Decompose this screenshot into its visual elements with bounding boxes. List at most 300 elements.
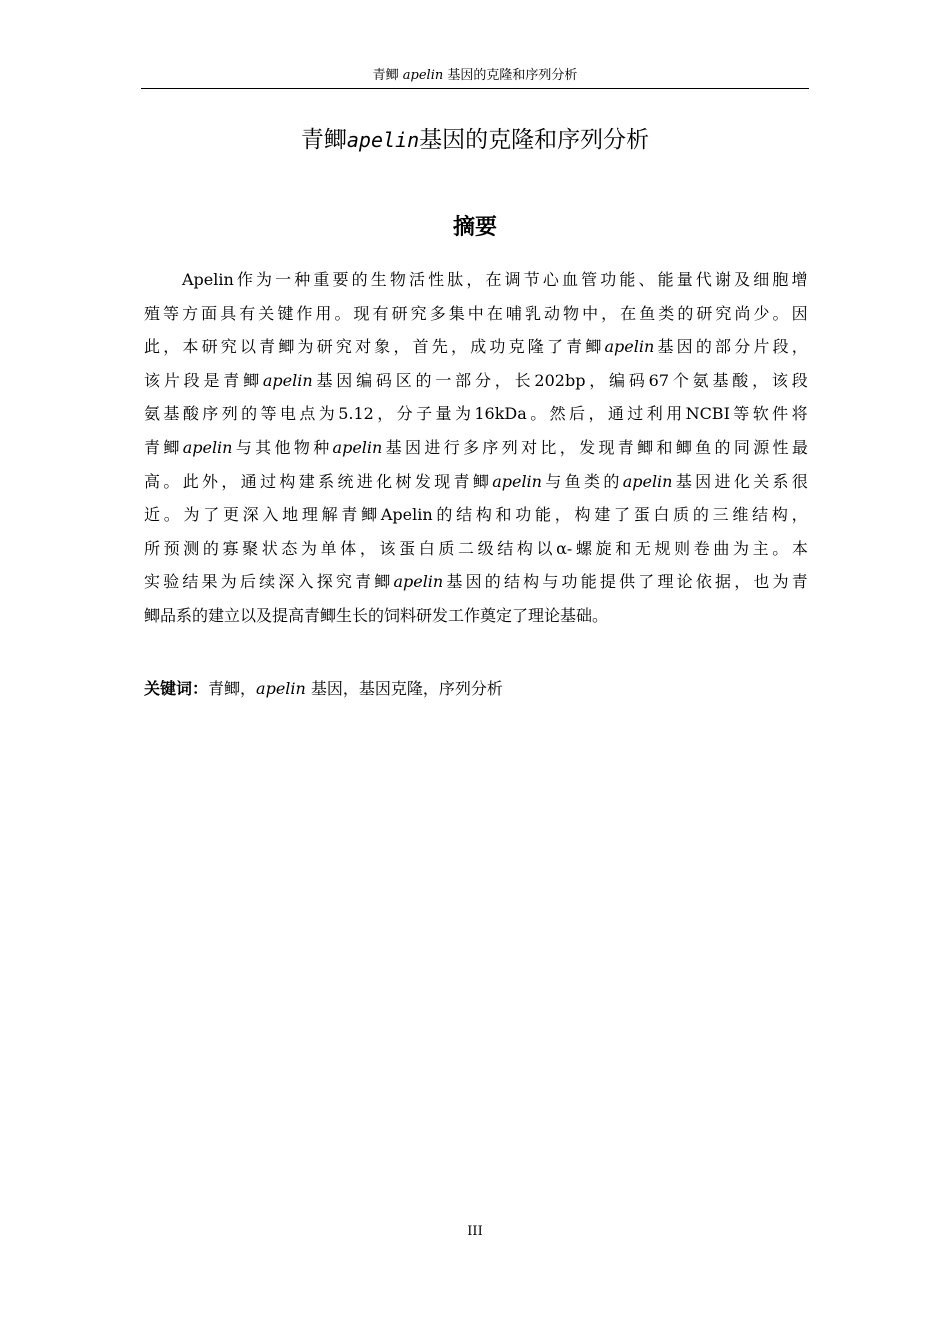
abstract-glyph: 进	[356, 471, 373, 491]
abstract-glyph: 验	[163, 572, 180, 592]
abstract-glyph: 关	[258, 303, 275, 323]
abstract-glyph: 关	[753, 471, 770, 491]
abstract-glyph: 用	[315, 303, 332, 323]
abstract-glyph: 鲫	[361, 505, 378, 525]
abstract-glyph: 。	[334, 303, 351, 323]
abstract-glyph: 段	[791, 370, 808, 390]
abstract-glyph: 子	[416, 404, 433, 424]
abstract-glyph: 青	[223, 370, 240, 390]
abstract-glyph: 5.12	[338, 404, 374, 424]
gene-name: apelin	[604, 337, 655, 357]
abstract-glyph: 量	[435, 404, 452, 424]
abstract-glyph: 果	[201, 572, 218, 592]
gene-name: apelin	[622, 471, 673, 491]
abstract-glyph: 预	[163, 538, 180, 558]
abstract-glyph: 进	[714, 471, 731, 491]
abstract-glyph: 据	[715, 572, 732, 592]
abstract-glyph: 物	[563, 303, 580, 323]
abstract-glyph: 及	[734, 270, 751, 289]
abstract-glyph: 202bp	[534, 370, 586, 390]
abstract-glyph: 究	[335, 337, 352, 357]
abstract-glyph: 测	[183, 538, 200, 558]
abstract-glyph: 入	[262, 505, 279, 525]
abstract-glyph: 深	[242, 505, 259, 525]
page-number: III	[467, 1224, 483, 1239]
abstract-glyph: ，	[589, 370, 606, 390]
abstract-glyph: 了	[638, 572, 655, 592]
abstract-glyph: 集	[448, 303, 465, 323]
abstract-glyph: 蛋	[633, 505, 650, 525]
abstract-glyph: 构	[279, 471, 296, 491]
abstract-glyph: 系	[772, 471, 789, 491]
abstract-glyph: 等	[163, 303, 180, 323]
abstract-line	[144, 499, 808, 531]
abstract-line	[144, 566, 808, 598]
abstract-glyph: Apelin	[380, 505, 433, 525]
abstract-glyph: 的	[677, 303, 694, 323]
abstract-glyph: ，	[494, 370, 511, 390]
abstract-glyph: 构	[574, 505, 591, 525]
abstract-glyph: 青	[566, 337, 583, 357]
abstract-glyph: 与	[235, 437, 252, 457]
abstract-glyph: 究	[335, 572, 352, 592]
abstract-glyph: 细	[753, 270, 770, 289]
abstract-glyph: 实	[144, 572, 161, 592]
abstract-glyph: 鲫	[163, 437, 180, 457]
abstract-glyph: 解	[321, 505, 338, 525]
abstract-glyph: 种	[294, 270, 311, 289]
abstract-glyph: 67	[648, 370, 670, 390]
abstract-glyph: 规	[654, 538, 671, 558]
abstract-glyph: 电	[279, 404, 296, 424]
keywords-text-before: 青鲫，	[208, 679, 257, 698]
abstract-glyph: 发	[414, 471, 431, 491]
abstract-glyph: ，	[752, 370, 769, 390]
abstract-glyph: 因	[676, 337, 693, 357]
abstract-glyph: 生	[370, 270, 387, 289]
abstract-glyph: 卷	[693, 538, 710, 558]
abstract-glyph: 二	[458, 538, 475, 558]
abstract-glyph: 供	[619, 572, 636, 592]
abstract-glyph: 物	[389, 270, 406, 289]
abstract-glyph: 同	[733, 437, 750, 457]
abstract-glyph: 青	[791, 572, 808, 592]
abstract-glyph: 和	[656, 437, 673, 457]
abstract-glyph: 因	[336, 370, 353, 390]
abstract-glyph: 研	[696, 303, 713, 323]
abstract-glyph: 类	[658, 303, 675, 323]
abstract-glyph: 为	[297, 337, 314, 357]
title-prefix: 青鲫	[300, 127, 347, 153]
abstract-glyph: 基	[316, 370, 333, 390]
abstract-glyph: 三	[712, 505, 729, 525]
running-header-prefix: 青鲫	[372, 68, 403, 83]
abstract-line	[144, 264, 808, 296]
abstract-glyph: ，	[359, 538, 376, 558]
abstract-glyph: 用	[666, 404, 683, 424]
abstract-line	[144, 365, 808, 397]
abstract-glyph: 序	[202, 404, 219, 424]
abstract-glyph: 青	[617, 437, 634, 457]
abstract-glyph: 为	[301, 538, 318, 558]
abstract-glyph: 的	[351, 270, 368, 289]
abstract-glyph: 后	[569, 404, 586, 424]
abstract-glyph: 为	[732, 538, 749, 558]
abstract-glyph: 基	[163, 404, 180, 424]
abstract-glyph: 列	[221, 404, 238, 424]
abstract-glyph: 编	[609, 370, 626, 390]
abstract-glyph: 量	[676, 270, 693, 289]
abstract-glyph: 列	[501, 437, 518, 457]
abstract-glyph: 鲫	[374, 572, 391, 592]
abstract-glyph: 统	[337, 471, 354, 491]
abstract-glyph: 过	[260, 471, 277, 491]
abstract-glyph: 建	[298, 471, 315, 491]
abstract-glyph: 现	[598, 437, 615, 457]
abstract-glyph: ，	[791, 505, 808, 525]
abstract-glyph: ，	[601, 303, 618, 323]
abstract-glyph: 类	[584, 471, 601, 491]
abstract-glyph: 能	[657, 270, 674, 289]
abstract-glyph: ，	[451, 337, 468, 357]
abstract-glyph: 。	[772, 303, 789, 323]
abstract-glyph: 结	[182, 572, 199, 592]
abstract-glyph: 进	[424, 437, 441, 457]
abstract-glyph: 点	[299, 404, 316, 424]
abstract-glyph: 在	[620, 303, 637, 323]
gene-name: apelin	[182, 437, 233, 457]
abstract-line	[144, 466, 808, 498]
abstract-glyph: 该	[379, 538, 396, 558]
abstract-glyph: 树	[395, 471, 412, 491]
abstract-glyph: 依	[695, 572, 712, 592]
abstract-glyph: 鱼	[639, 303, 656, 323]
abstract-glyph: 调	[504, 270, 521, 289]
abstract-glyph: 动	[543, 303, 560, 323]
abstract-glyph: 16kDa	[474, 404, 527, 424]
abstract-glyph: 结	[752, 505, 769, 525]
abstract-glyph: 通	[607, 404, 624, 424]
abstract-glyph: 为	[256, 270, 273, 289]
abstract-glyph: 此	[182, 471, 199, 491]
abstract-glyph: 酸	[732, 370, 749, 390]
abstract-glyph: 其	[255, 437, 272, 457]
abstract-glyph: 胞	[772, 270, 789, 289]
abstract-glyph: 的	[692, 505, 709, 525]
abstract-glyph: ，	[559, 437, 576, 457]
abstract-glyph: 曲	[713, 538, 730, 558]
abstract-glyph: 码	[375, 370, 392, 390]
abstract-glyph: 后	[239, 572, 256, 592]
abstract-glyph: 。	[772, 538, 789, 558]
abstract-glyph: 鲫	[585, 337, 602, 357]
abstract-glyph: 有	[239, 303, 256, 323]
abstract-glyph: ，	[221, 471, 238, 491]
gene-name: apelin	[332, 437, 383, 457]
abstract-glyph: 为	[318, 404, 335, 424]
abstract-glyph: 研	[201, 337, 218, 357]
abstract-glyph: 发	[579, 437, 596, 457]
abstract-glyph: 理	[657, 572, 674, 592]
abstract-glyph: 和	[615, 538, 632, 558]
abstract-glyph: ，	[393, 337, 410, 357]
abstract-glyph: 了	[203, 505, 220, 525]
running-header-gene: apelin	[402, 68, 444, 83]
abstract-glyph: 能	[619, 270, 636, 289]
abstract-glyph: 提	[599, 572, 616, 592]
abstract-glyph: 究	[715, 303, 732, 323]
abstract-glyph: 的	[714, 437, 731, 457]
abstract-glyph: 基	[446, 572, 463, 592]
abstract-glyph: 化	[733, 471, 750, 491]
abstract-glyph: 维	[732, 505, 749, 525]
abstract-glyph: 种	[313, 437, 330, 457]
abstract-glyph: 质	[673, 505, 690, 525]
abstract-body	[144, 264, 808, 634]
abstract-glyph: 具	[220, 303, 237, 323]
abstract-glyph: 多	[463, 437, 480, 457]
abstract-glyph: 码	[628, 370, 645, 390]
abstract-glyph: 鲫	[472, 471, 489, 491]
abstract-glyph: 更	[222, 505, 239, 525]
abstract-glyph: 的	[436, 505, 453, 525]
abstract-glyph: 以	[536, 538, 553, 558]
abstract-glyph: 将	[791, 404, 808, 424]
abstract-glyph: 构	[523, 572, 540, 592]
abstract-glyph: 血	[562, 270, 579, 289]
abstract-glyph: 功	[600, 270, 617, 289]
abstract-glyph: 键	[277, 303, 294, 323]
abstract-glyph: 旋	[595, 538, 612, 558]
abstract-glyph: 活	[409, 270, 426, 289]
abstract-glyph: 基	[657, 337, 674, 357]
abstract-glyph: 究	[220, 337, 237, 357]
abstract-glyph: 代	[695, 270, 712, 289]
abstract-glyph: 本	[791, 538, 808, 558]
abstract-glyph: 研	[391, 303, 408, 323]
abstract-glyph: 节	[523, 270, 540, 289]
abstract-glyph: 构	[516, 538, 533, 558]
keywords	[144, 673, 808, 705]
abstract-glyph: 要	[332, 270, 349, 289]
abstract-glyph: 哺	[505, 303, 522, 323]
abstract-glyph: 青	[144, 437, 161, 457]
abstract-glyph: 因	[695, 471, 712, 491]
abstract-glyph: 究	[410, 303, 427, 323]
abstract-glyph: 此	[144, 337, 161, 357]
abstract-glyph: 一	[275, 270, 292, 289]
abstract-glyph: 面	[201, 303, 218, 323]
abstract-glyph: 为	[772, 572, 789, 592]
abstract-heading: 摘要	[452, 215, 497, 240]
abstract-glyph: 鱼	[564, 471, 581, 491]
abstract-glyph: 软	[752, 404, 769, 424]
abstract-glyph: 。	[530, 404, 547, 424]
abstract-glyph: 在	[485, 270, 502, 289]
abstract-glyph: 多	[429, 303, 446, 323]
abstract-glyph: 因	[465, 572, 482, 592]
abstract-glyph: 管	[581, 270, 598, 289]
abstract-glyph: 结	[456, 505, 473, 525]
abstract-glyph: 质	[438, 538, 455, 558]
abstract-glyph: 片	[753, 337, 770, 357]
abstract-glyph: 肽	[447, 270, 464, 289]
abstract-glyph: ，	[466, 270, 483, 289]
gene-name: apelin	[492, 471, 542, 491]
abstract-glyph: 鱼	[695, 437, 712, 457]
abstract-glyph: 该	[144, 370, 161, 390]
abstract-glyph: 外	[202, 471, 219, 491]
abstract-glyph: 所	[144, 538, 161, 558]
abstract-glyph: 的	[484, 572, 501, 592]
gene-name: apelin	[262, 370, 313, 390]
abstract-glyph: 通	[240, 471, 257, 491]
abstract-glyph: 主	[752, 538, 769, 558]
abstract-glyph: 青	[453, 471, 470, 491]
abstract-glyph: 态	[281, 538, 298, 558]
abstract-glyph: 分	[734, 337, 751, 357]
abstract-glyph: 利	[646, 404, 663, 424]
abstract-glyph: 等	[260, 404, 277, 424]
abstract-glyph: 很	[791, 471, 808, 491]
abstract-glyph: 酸	[182, 404, 199, 424]
abstract-glyph: 分	[396, 404, 413, 424]
abstract-glyph: ，	[588, 404, 605, 424]
abstract-glyph: 因	[405, 437, 422, 457]
abstract-line	[144, 432, 808, 464]
abstract-glyph: 白	[653, 505, 670, 525]
abstract-glyph: 氨	[692, 370, 709, 390]
abstract-glyph: 研	[316, 337, 333, 357]
abstract-glyph: 鲫	[637, 437, 654, 457]
title-suffix: 基因的克隆和序列分析	[419, 127, 650, 153]
abstract-glyph: ，	[791, 337, 808, 357]
abstract-glyph: 一	[435, 370, 452, 390]
abstract-glyph: 谢	[715, 270, 732, 289]
abstract-glyph: 编	[356, 370, 373, 390]
abstract-glyph: 为	[454, 404, 471, 424]
abstract-glyph: 的	[603, 471, 620, 491]
abstract-glyph: 功	[561, 572, 578, 592]
abstract-glyph: 、	[638, 270, 655, 289]
abstract-glyph: 首	[412, 337, 429, 357]
abstract-glyph: 近	[144, 505, 161, 525]
abstract-glyph: 鲫	[243, 370, 260, 390]
abstract-glyph: 克	[508, 337, 525, 357]
abstract-glyph: 然	[549, 404, 566, 424]
abstract-glyph: 有	[372, 303, 389, 323]
abstract-glyph: 部	[455, 370, 472, 390]
abstract-glyph: 现	[353, 303, 370, 323]
abstract-glyph: 则	[674, 538, 691, 558]
abstract-glyph: 青	[341, 505, 358, 525]
abstract-glyph: 性	[772, 437, 789, 457]
abstract-glyph: 成	[470, 337, 487, 357]
abstract-glyph: 过	[627, 404, 644, 424]
abstract-glyph: 与	[542, 572, 559, 592]
abstract-glyph: 的	[695, 337, 712, 357]
abstract-glyph: 结	[497, 538, 514, 558]
abstract-glyph: 蛋	[399, 538, 416, 558]
abstract-glyph: 与	[545, 471, 562, 491]
abstract-glyph: ，	[554, 505, 571, 525]
abstract-glyph: ，	[734, 572, 751, 592]
abstract-glyph: 隆	[527, 337, 544, 357]
abstract-glyph: 的	[241, 404, 258, 424]
abstract-glyph: 深	[278, 572, 295, 592]
abstract-glyph: 能	[580, 572, 597, 592]
abstract-glyph: 作	[296, 303, 313, 323]
abstract-glyph: ，	[377, 404, 394, 424]
abstract-glyph: 聚	[242, 538, 259, 558]
paper-title	[141, 124, 809, 156]
abstract-glyph: 作	[236, 270, 253, 289]
abstract-glyph: 功	[489, 337, 506, 357]
abstract-glyph: 建	[594, 505, 611, 525]
abstract-glyph: 尚	[734, 303, 751, 323]
abstract-glyph: Apelin	[182, 270, 234, 289]
title-gene: apelin	[346, 128, 420, 152]
abstract-glyph: 。	[163, 471, 180, 491]
abstract-glyph: 增	[791, 270, 808, 289]
abstract-glyph: 对	[355, 337, 372, 357]
abstract-glyph: 因	[791, 303, 808, 323]
abstract-glyph: 体	[340, 538, 357, 558]
abstract-glyph: 理	[301, 505, 318, 525]
abstract-glyph: 对	[521, 437, 538, 457]
keywords-gene: apelin	[256, 679, 306, 698]
abstract-glyph: ，	[163, 337, 180, 357]
abstract-glyph: 级	[477, 538, 494, 558]
abstract-glyph: 构	[771, 505, 788, 525]
abstract-glyph: 化	[376, 471, 393, 491]
abstract-glyph: 探	[316, 572, 333, 592]
gene-name: apelin	[393, 572, 444, 592]
abstract-line	[144, 533, 808, 565]
keywords-label: 关键词：	[144, 679, 209, 698]
abstract-glyph: 他	[274, 437, 291, 457]
abstract-glyph: 也	[753, 572, 770, 592]
abstract-glyph: 基	[675, 471, 692, 491]
abstract-glyph: 件	[772, 404, 789, 424]
abstract-line	[144, 298, 808, 330]
abstract-glyph: 序	[482, 437, 499, 457]
abstract-glyph: 段	[772, 337, 789, 357]
abstract-glyph: 最	[791, 437, 808, 457]
abstract-glyph: 心	[542, 270, 559, 289]
abstract-glyph: 乳	[524, 303, 541, 323]
abstract-glyph: 方	[182, 303, 199, 323]
abstract-glyph: 无	[634, 538, 651, 558]
abstract-glyph: 基	[712, 370, 729, 390]
abstract-glyph: 区	[395, 370, 412, 390]
abstract-glyph: 该	[771, 370, 788, 390]
abstract-glyph: 重	[313, 270, 330, 289]
abstract-glyph: 为	[220, 572, 237, 592]
abstract-glyph: 源	[753, 437, 770, 457]
abstract-glyph: 状	[261, 538, 278, 558]
abstract-glyph: 行	[443, 437, 460, 457]
abstract-glyph: 螺	[575, 538, 592, 558]
abstract-glyph: 性	[428, 270, 445, 289]
abstract-glyph: 中	[467, 303, 484, 323]
abstract-glyph: 能	[535, 505, 552, 525]
abstract-glyph: 殖	[144, 303, 161, 323]
abstract-line	[144, 398, 808, 430]
abstract-glyph: NCBI	[685, 404, 730, 424]
abstract-glyph: 系	[318, 471, 335, 491]
abstract-glyph: 鲫	[278, 337, 295, 357]
